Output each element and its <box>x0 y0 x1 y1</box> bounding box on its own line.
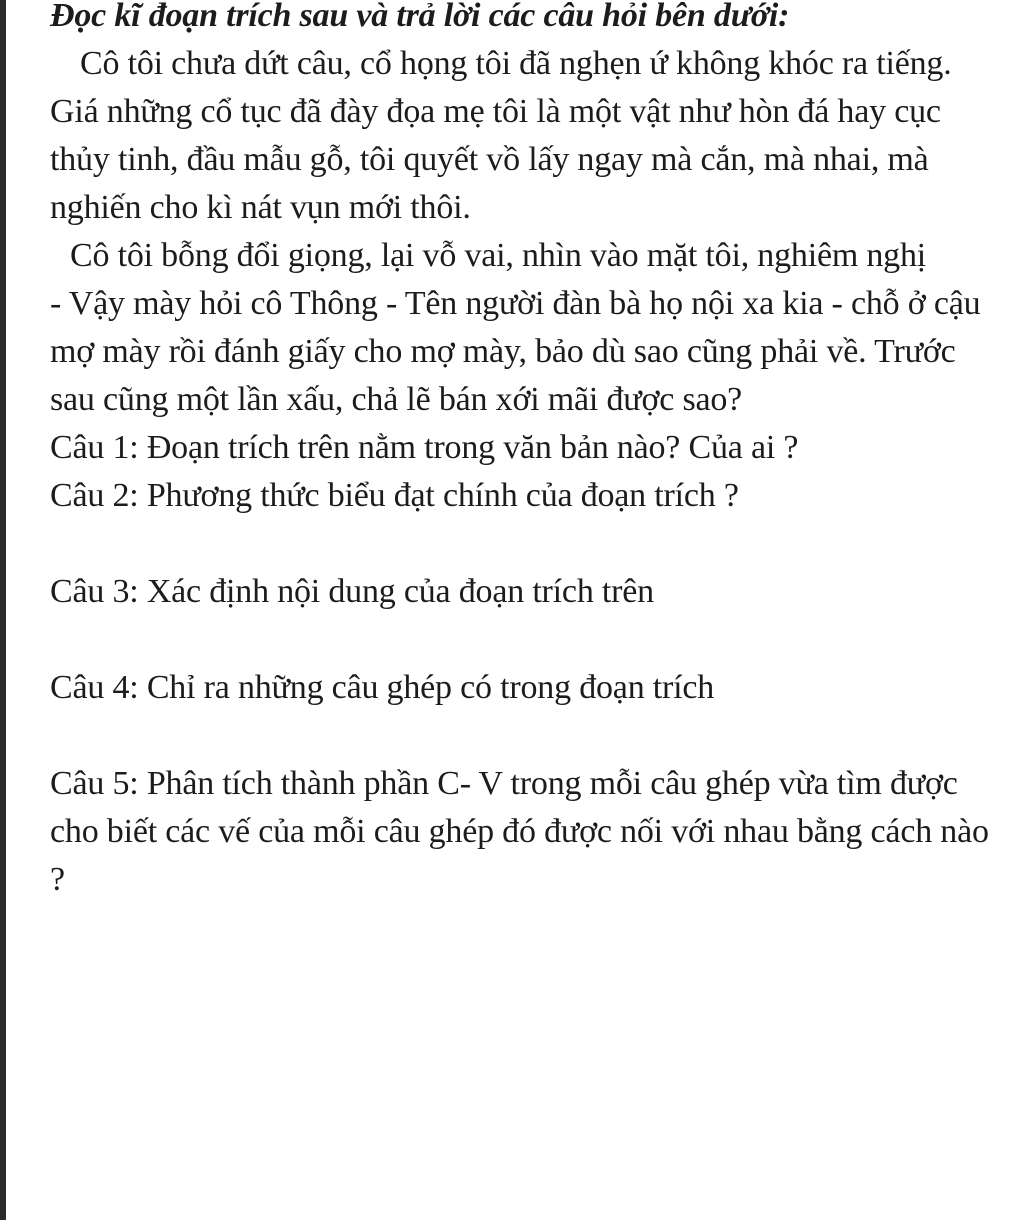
instruction-heading: Đọc kĩ đoạn trích sau và trả lời các câu hỏi bên dưới: <box>50 0 790 34</box>
spacer <box>50 712 990 760</box>
spacer <box>50 520 990 568</box>
question-4: Câu 4: Chỉ ra những câu ghép có trong đoạn trích <box>50 669 715 706</box>
question-2: Câu 2: Phương thức biểu đạt chính của đoạn trích ? <box>50 477 739 514</box>
document-body <box>50 0 990 904</box>
spacer <box>50 616 990 664</box>
passage-paragraph-2: Cô tôi bỗng đổi giọng, lại vỗ vai, nhìn vào mặt tôi, nghiêm nghị <box>70 237 927 274</box>
passage-paragraph-1: Cô tôi chưa dứt câu, cổ họng tôi đã nghẹn ứ không khóc ra tiếng. Giá những cổ tục đã đày đọa mẹ tôi là một vật như hòn đá hay cục thủy tinh, đầu mẫu gỗ, tôi quyết vồ lấy ngay mà cắn, mà nhai, mà nghiến cho kì nát vụn mới thôi. <box>50 45 952 226</box>
left-border <box>0 0 6 1220</box>
question-3: Câu 3: Xác định nội dung của đoạn trích trên <box>50 573 654 610</box>
question-1: Câu 1: Đoạn trích trên nằm trong văn bản nào? Của ai ? <box>50 429 799 466</box>
question-5: Câu 5: Phân tích thành phần C- V trong mỗi câu ghép vừa tìm được <box>50 765 958 802</box>
passage-paragraph-3: - Vậy mày hỏi cô Thông - Tên người đàn bà họ nội xa kia - chỗ ở cậu mợ mày rồi đánh giấy cho mợ mày, bảo dù sao cũng phải về. Trước sau cũng một lần xấu, chả lẽ bán xới mãi được sao? <box>50 285 981 418</box>
question-5-continued: cho biết các vế của mỗi câu ghép đó được nối với nhau bằng cách nào ? <box>50 813 989 898</box>
